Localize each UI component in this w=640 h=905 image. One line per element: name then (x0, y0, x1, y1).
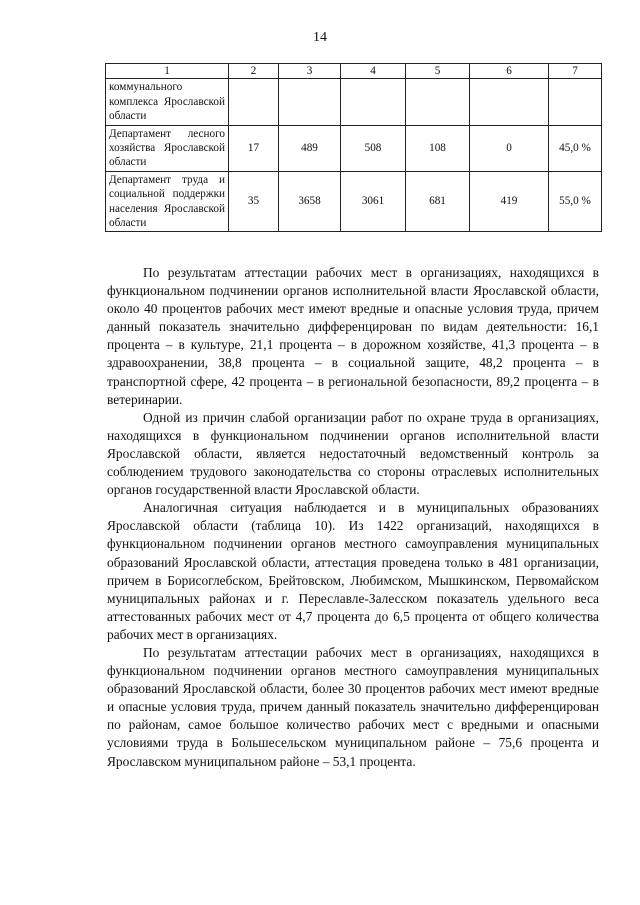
table-header-row (106, 64, 602, 79)
table-row (106, 171, 602, 232)
table-cell: 55,0 % (549, 171, 602, 232)
table-cell: 35 (229, 171, 279, 232)
data-table (105, 63, 602, 232)
column-header: 7 (549, 64, 602, 79)
column-header: 5 (406, 64, 470, 79)
table-cell (470, 79, 549, 125)
column-header: 1 (106, 64, 229, 79)
table-cell (341, 79, 406, 125)
table-cell (549, 79, 602, 125)
table-cell (229, 79, 279, 125)
page-number: 14 (313, 30, 327, 45)
paragraph: По результатам аттестации рабочих мест в организациях, находящихся в функциональном подчинении органов исполнительной власти Ярославской области, около 40 процентов рабочих мест имеют вредные и опасные условия труда, причем данный показатель значительно дифференцирован по видам деятельности: 16,1 процента – в культуре, 21,1 процента – в дорожном хозяйстве, 41,3 процента – в здравоохранении, 38,8 процента – в социальной защите, 48,2 процента – в транспортной сфере, 42 процента – в региональной безопасности, 89,2 процента – в ветеринарии. (107, 265, 599, 407)
table-cell: 489 (279, 125, 341, 171)
table-cell: 3061 (341, 171, 406, 232)
table-cell (279, 79, 341, 125)
table-cell: 419 (470, 171, 549, 232)
table-cell: 681 (406, 171, 470, 232)
table-cell: 508 (341, 125, 406, 171)
column-header: 3 (279, 64, 341, 79)
table-cell (406, 79, 470, 125)
column-header: 4 (341, 64, 406, 79)
table-cell: 3658 (279, 171, 341, 232)
column-header: 6 (470, 64, 549, 79)
body-text (107, 264, 599, 771)
table-cell-name: Департамент труда и социальной поддержки населения Ярославской области (106, 171, 229, 232)
paragraph: Аналогичная ситуация наблюдается и в муниципальных образованиях Ярославской области (таблица 10). Из 1422 организаций, находящихся в функциональном подчинении органов местного самоуправления муниципальных образований Ярославской области, аттестация проведена только в 481 организации, причем в Борисоглебском, Брейтовском, Любимском, Мышкинском, Первомайском муниципальных районах и г. Переславле-Залесском показатель удельного веса аттестованных рабочих мест от 4,7 процента до 6,5 процента от общего количества рабочих мест в организациях. (107, 500, 599, 642)
paragraph: По результатам аттестации рабочих мест в организациях, находящихся в функциональном подчинении органов местного самоуправления муниципальных образований Ярославской области, более 30 процентов рабочих мест имеют вредные и опасные условия труда, причем данный показатель значительно дифференцирован по районам, самое большое количество рабочих мест с вредными и опасными условиями труда в Большесельском муниципальном районе – 75,6 процента и Ярославском муниципальном районе – 53,1 процента. (107, 644, 599, 769)
table-row (106, 79, 602, 125)
table-cell: 45,0 % (549, 125, 602, 171)
table-cell-name: Департамент лесного хозяйства Ярославской области (106, 125, 229, 171)
table-cell: 17 (229, 125, 279, 171)
table-row (106, 125, 602, 171)
table-cell: 108 (406, 125, 470, 171)
column-header: 2 (229, 64, 279, 79)
paragraph: Одной из причин слабой организации работ по охране труда в организациях, находящихся в функциональном подчинении органов исполнительной власти Ярославской области, является недостаточный ведомственный контроль за соблюдением трудового законодательства со стороны отраслевых исполнительных органов государственной власти Ярославской области. (107, 409, 599, 498)
table-cell-name: коммунального комплекса Ярославской области (106, 79, 229, 125)
table-cell: 0 (470, 125, 549, 171)
